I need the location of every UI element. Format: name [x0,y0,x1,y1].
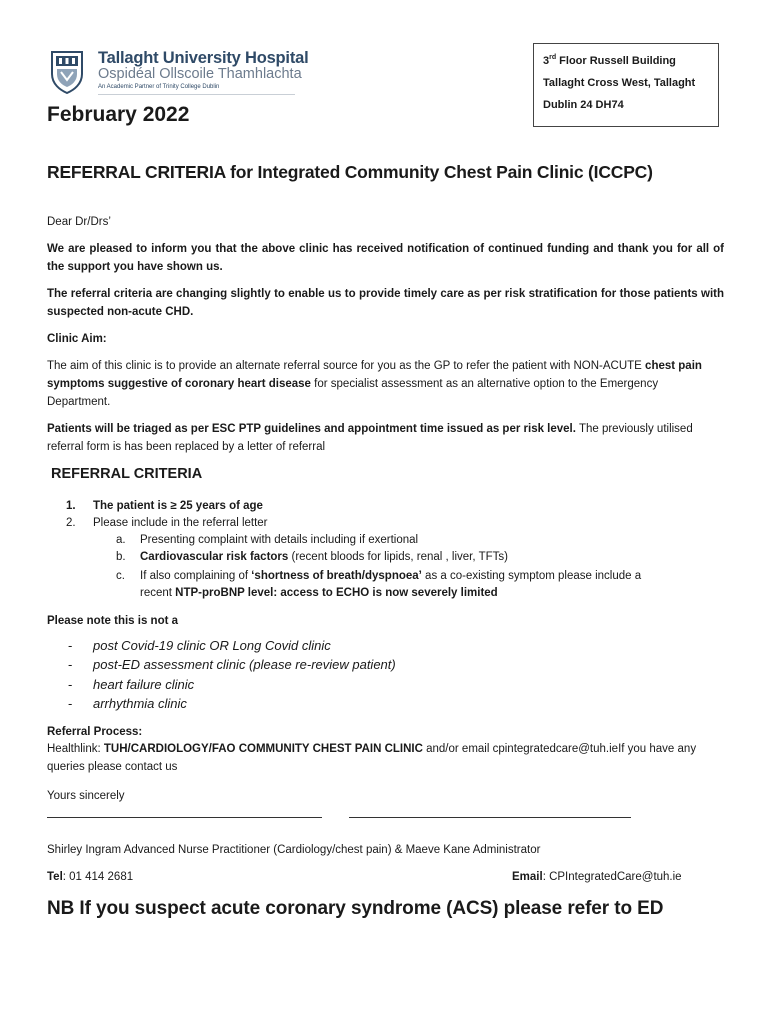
funding-paragraph: We are pleased to inform you that the above clinic has received notification of continued funding and thank you for all of the support you have shown us. [47,243,724,273]
acs-notice: NB If you suspect acute coronary syndrome (ACS) please refer to ED [47,898,664,919]
criteria-change-paragraph: The referral criteria are changing slightly to enable us to provide timely care as per risk stratification for those patients with suspected non-acute CHD. [47,288,724,318]
clinic-aim-paragraph: The aim of this clinic is to provide an alternate referral source for you as the GP to refer the patient with NON-ACUTE chest pain symptoms suggestive of coronary heart disease for specialist assessment as an alternative option to the Emergency Department. [47,360,702,408]
logo-divider [98,94,295,95]
list-item: c. If also complaining of ‘shortness of breath/dyspnoea’ as a co-existing symptom please include a [116,570,642,582]
letter-date: February 2022 [47,103,190,126]
referral-process-label: Referral Process: [47,726,143,738]
signature-line-left [47,817,322,818]
referral-process-paragraph: Healthlink: TUH/CARDIOLOGY/FAO COMMUNITY CHEST PAIN CLINIC and/or email cpintegratedcare@tuh.ieIf you have any queries please contact us [47,743,697,773]
referral-criteria-heading: REFERRAL CRITERIA [51,466,203,482]
address-line-3: Dublin 24 DH74 [543,99,624,111]
telephone: Tel: 01 414 2681 [47,871,134,883]
list-item: b. Cardiovascular risk factors (recent bloods for lipids, renal , liver, TFTs) [116,551,508,563]
logo-hospital-name: Tallaght University Hospital [98,49,309,67]
clinic-aim-label: Clinic Aim: [47,333,107,345]
list-item-continuation: recent NTP-proBNP level: access to ECHO is now severely limited [140,587,498,599]
not-a-label: Please note this is not a [47,615,179,627]
address-line-2: Tallaght Cross West, Tallaght [543,77,696,89]
list-item: 1. The patient is ≥ 25 years of age [66,500,263,512]
logo-irish-name: Ospidéal Ollscoile Thamhlachta [98,66,302,82]
list-item: - post-ED assessment clinic (please re-review patient) [68,657,396,672]
triage-paragraph: Patients will be triaged as per ESC PTP guidelines and appointment time issued as per risk level. The previously utilised referral form is has been replaced by a letter of referral [47,423,693,453]
list-item: 2. Please include in the referral letter [66,517,268,529]
list-item: a. Presenting complaint with details including if exertional [116,534,419,546]
list-item: - heart failure clinic [68,677,195,692]
email: Email: CPIntegratedCare@tuh.ie [512,871,682,883]
closing: Yours sincerely [47,790,125,802]
salutation: Dear Dr/Drs’ [47,216,111,228]
hospital-crest-logo [50,50,84,94]
logo-tagline: An Academic Partner of Trinity College Dublin [98,84,220,90]
signature-line-right [349,817,631,818]
page-title: REFERRAL CRITERIA for Integrated Community Chest Pain Clinic (ICCPC) [47,162,653,182]
address-box [533,43,719,127]
list-item: - post Covid-19 clinic OR Long Covid clinic [68,638,331,653]
list-item: - arrhythmia clinic [68,696,187,711]
signatories: Shirley Ingram Advanced Nurse Practitioner (Cardiology/chest pain) & Maeve Kane Administrator [47,844,541,856]
address-line-1: 3rd Floor Russell Building [543,54,676,67]
